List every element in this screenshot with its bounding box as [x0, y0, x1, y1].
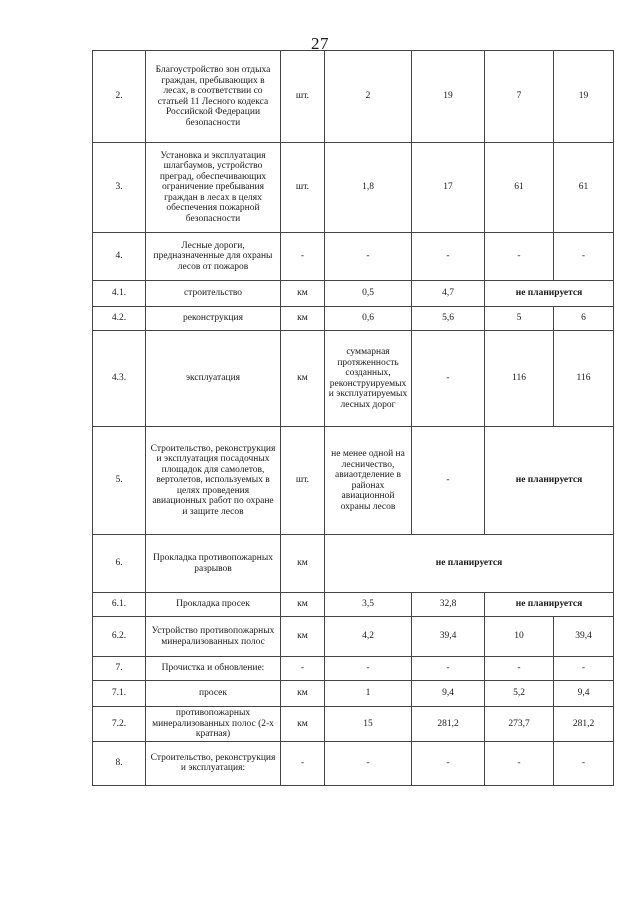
value-2: 32,8: [412, 593, 485, 617]
value-3: 10: [485, 617, 554, 657]
not-planned-cell: не планируется: [325, 535, 614, 593]
row-number: 4.3.: [93, 331, 146, 427]
table-row: [93, 741, 614, 785]
row-number: 2.: [93, 51, 146, 143]
table-row: [93, 535, 614, 593]
value-1: 4,2: [325, 617, 412, 657]
table-row: [93, 681, 614, 707]
value-1: 3,5: [325, 593, 412, 617]
value-1: суммарная протяженность созданных, реконструируемых и эксплуатируемых лесных дорог: [325, 331, 412, 427]
value-4: 9,4: [554, 681, 614, 707]
row-name: строительство: [146, 281, 281, 307]
row-unit: км: [281, 681, 325, 707]
row-number: 3.: [93, 143, 146, 233]
table-row: [93, 233, 614, 281]
page-number: 27: [311, 34, 329, 53]
value-3: -: [485, 657, 554, 681]
value-1: не менее одной на лесничество, авиаотделение в районах авиационной охраны лесов: [325, 427, 412, 535]
value-1: 15: [325, 707, 412, 742]
row-number: 7.1.: [93, 681, 146, 707]
value-2: 19: [412, 51, 485, 143]
row-name: Установка и эксплуатация шлагбаумов, устройство преград, обеспечивающих ограничение пребывания граждан в лесах в целях обеспечения пожарной безопасности: [146, 143, 281, 233]
row-unit: -: [281, 233, 325, 281]
row-name: Строительство, реконструкция и эксплуатация посадочных площадок для самолетов, вертолетов, используемых в целях проведения авиационных работ по охране и защите лесов: [146, 427, 281, 535]
table-row: [93, 707, 614, 742]
table-row: [93, 51, 614, 143]
value-2: 39,4: [412, 617, 485, 657]
value-2: 5,6: [412, 307, 485, 331]
row-name: Лесные дороги, предназначенные для охраны лесов от пожаров: [146, 233, 281, 281]
row-name: Прокладка просек: [146, 593, 281, 617]
value-2: -: [412, 331, 485, 427]
row-unit: шт.: [281, 427, 325, 535]
table-row: [93, 331, 614, 427]
value-4: 39,4: [554, 617, 614, 657]
value-2: -: [412, 427, 485, 535]
value-1: 1,8: [325, 143, 412, 233]
value-1: -: [325, 233, 412, 281]
row-name: эксплуатация: [146, 331, 281, 427]
value-4: 281,2: [554, 707, 614, 742]
table-row: [93, 427, 614, 535]
row-unit: шт.: [281, 143, 325, 233]
value-2: -: [412, 741, 485, 785]
value-4: 116: [554, 331, 614, 427]
not-planned-cell: не планируется: [485, 593, 614, 617]
value-2: 4,7: [412, 281, 485, 307]
table-row: [93, 657, 614, 681]
row-unit: км: [281, 593, 325, 617]
row-number: 8.: [93, 741, 146, 785]
row-number: 6.1.: [93, 593, 146, 617]
row-unit: км: [281, 707, 325, 742]
value-1: -: [325, 741, 412, 785]
row-unit: -: [281, 741, 325, 785]
value-4: -: [554, 233, 614, 281]
value-3: -: [485, 233, 554, 281]
value-1: 0,6: [325, 307, 412, 331]
value-3: 5,2: [485, 681, 554, 707]
value-3: 116: [485, 331, 554, 427]
value-4: 6: [554, 307, 614, 331]
row-unit: км: [281, 535, 325, 593]
value-3: 273,7: [485, 707, 554, 742]
table-row: [93, 617, 614, 657]
row-name: Благоустройство зон отдыха граждан, пребывающих в лесах, в соответствии со статьей 11 Лесного кодекса Российской Федерации безопасности: [146, 51, 281, 143]
table-row: [93, 307, 614, 331]
row-number: 7.: [93, 657, 146, 681]
row-unit: -: [281, 657, 325, 681]
row-number: 5.: [93, 427, 146, 535]
row-name: противопожарных минерализованных полос (2-х кратная): [146, 707, 281, 742]
value-4: -: [554, 657, 614, 681]
value-2: -: [412, 657, 485, 681]
value-4: 19: [554, 51, 614, 143]
not-planned-cell: не планируется: [485, 281, 614, 307]
row-number: 6.2.: [93, 617, 146, 657]
row-name: Устройство противопожарных минерализованных полос: [146, 617, 281, 657]
value-2: 9,4: [412, 681, 485, 707]
row-number: 6.: [93, 535, 146, 593]
value-3: 7: [485, 51, 554, 143]
row-name: Прочистка и обновление:: [146, 657, 281, 681]
row-number: 4.: [93, 233, 146, 281]
value-1: -: [325, 657, 412, 681]
row-name: Прокладка противопожарных разрывов: [146, 535, 281, 593]
value-1: 2: [325, 51, 412, 143]
row-number: 4.1.: [93, 281, 146, 307]
row-name: реконструкция: [146, 307, 281, 331]
row-unit: км: [281, 281, 325, 307]
value-3: -: [485, 741, 554, 785]
row-unit: км: [281, 307, 325, 331]
row-name: Строительство, реконструкция и эксплуатация:: [146, 741, 281, 785]
row-unit: км: [281, 331, 325, 427]
fire-protection-table: [92, 50, 614, 786]
value-3: 61: [485, 143, 554, 233]
value-2: 281,2: [412, 707, 485, 742]
row-unit: км: [281, 617, 325, 657]
value-3: 5: [485, 307, 554, 331]
table-row: [93, 143, 614, 233]
row-number: 7.2.: [93, 707, 146, 742]
value-2: -: [412, 233, 485, 281]
table-row: [93, 593, 614, 617]
value-4: 61: [554, 143, 614, 233]
not-planned-cell: не планируется: [485, 427, 614, 535]
value-1: 1: [325, 681, 412, 707]
row-name: просек: [146, 681, 281, 707]
value-2: 17: [412, 143, 485, 233]
value-1: 0,5: [325, 281, 412, 307]
row-unit: шт.: [281, 51, 325, 143]
table-row: [93, 281, 614, 307]
row-number: 4.2.: [93, 307, 146, 331]
value-4: -: [554, 741, 614, 785]
